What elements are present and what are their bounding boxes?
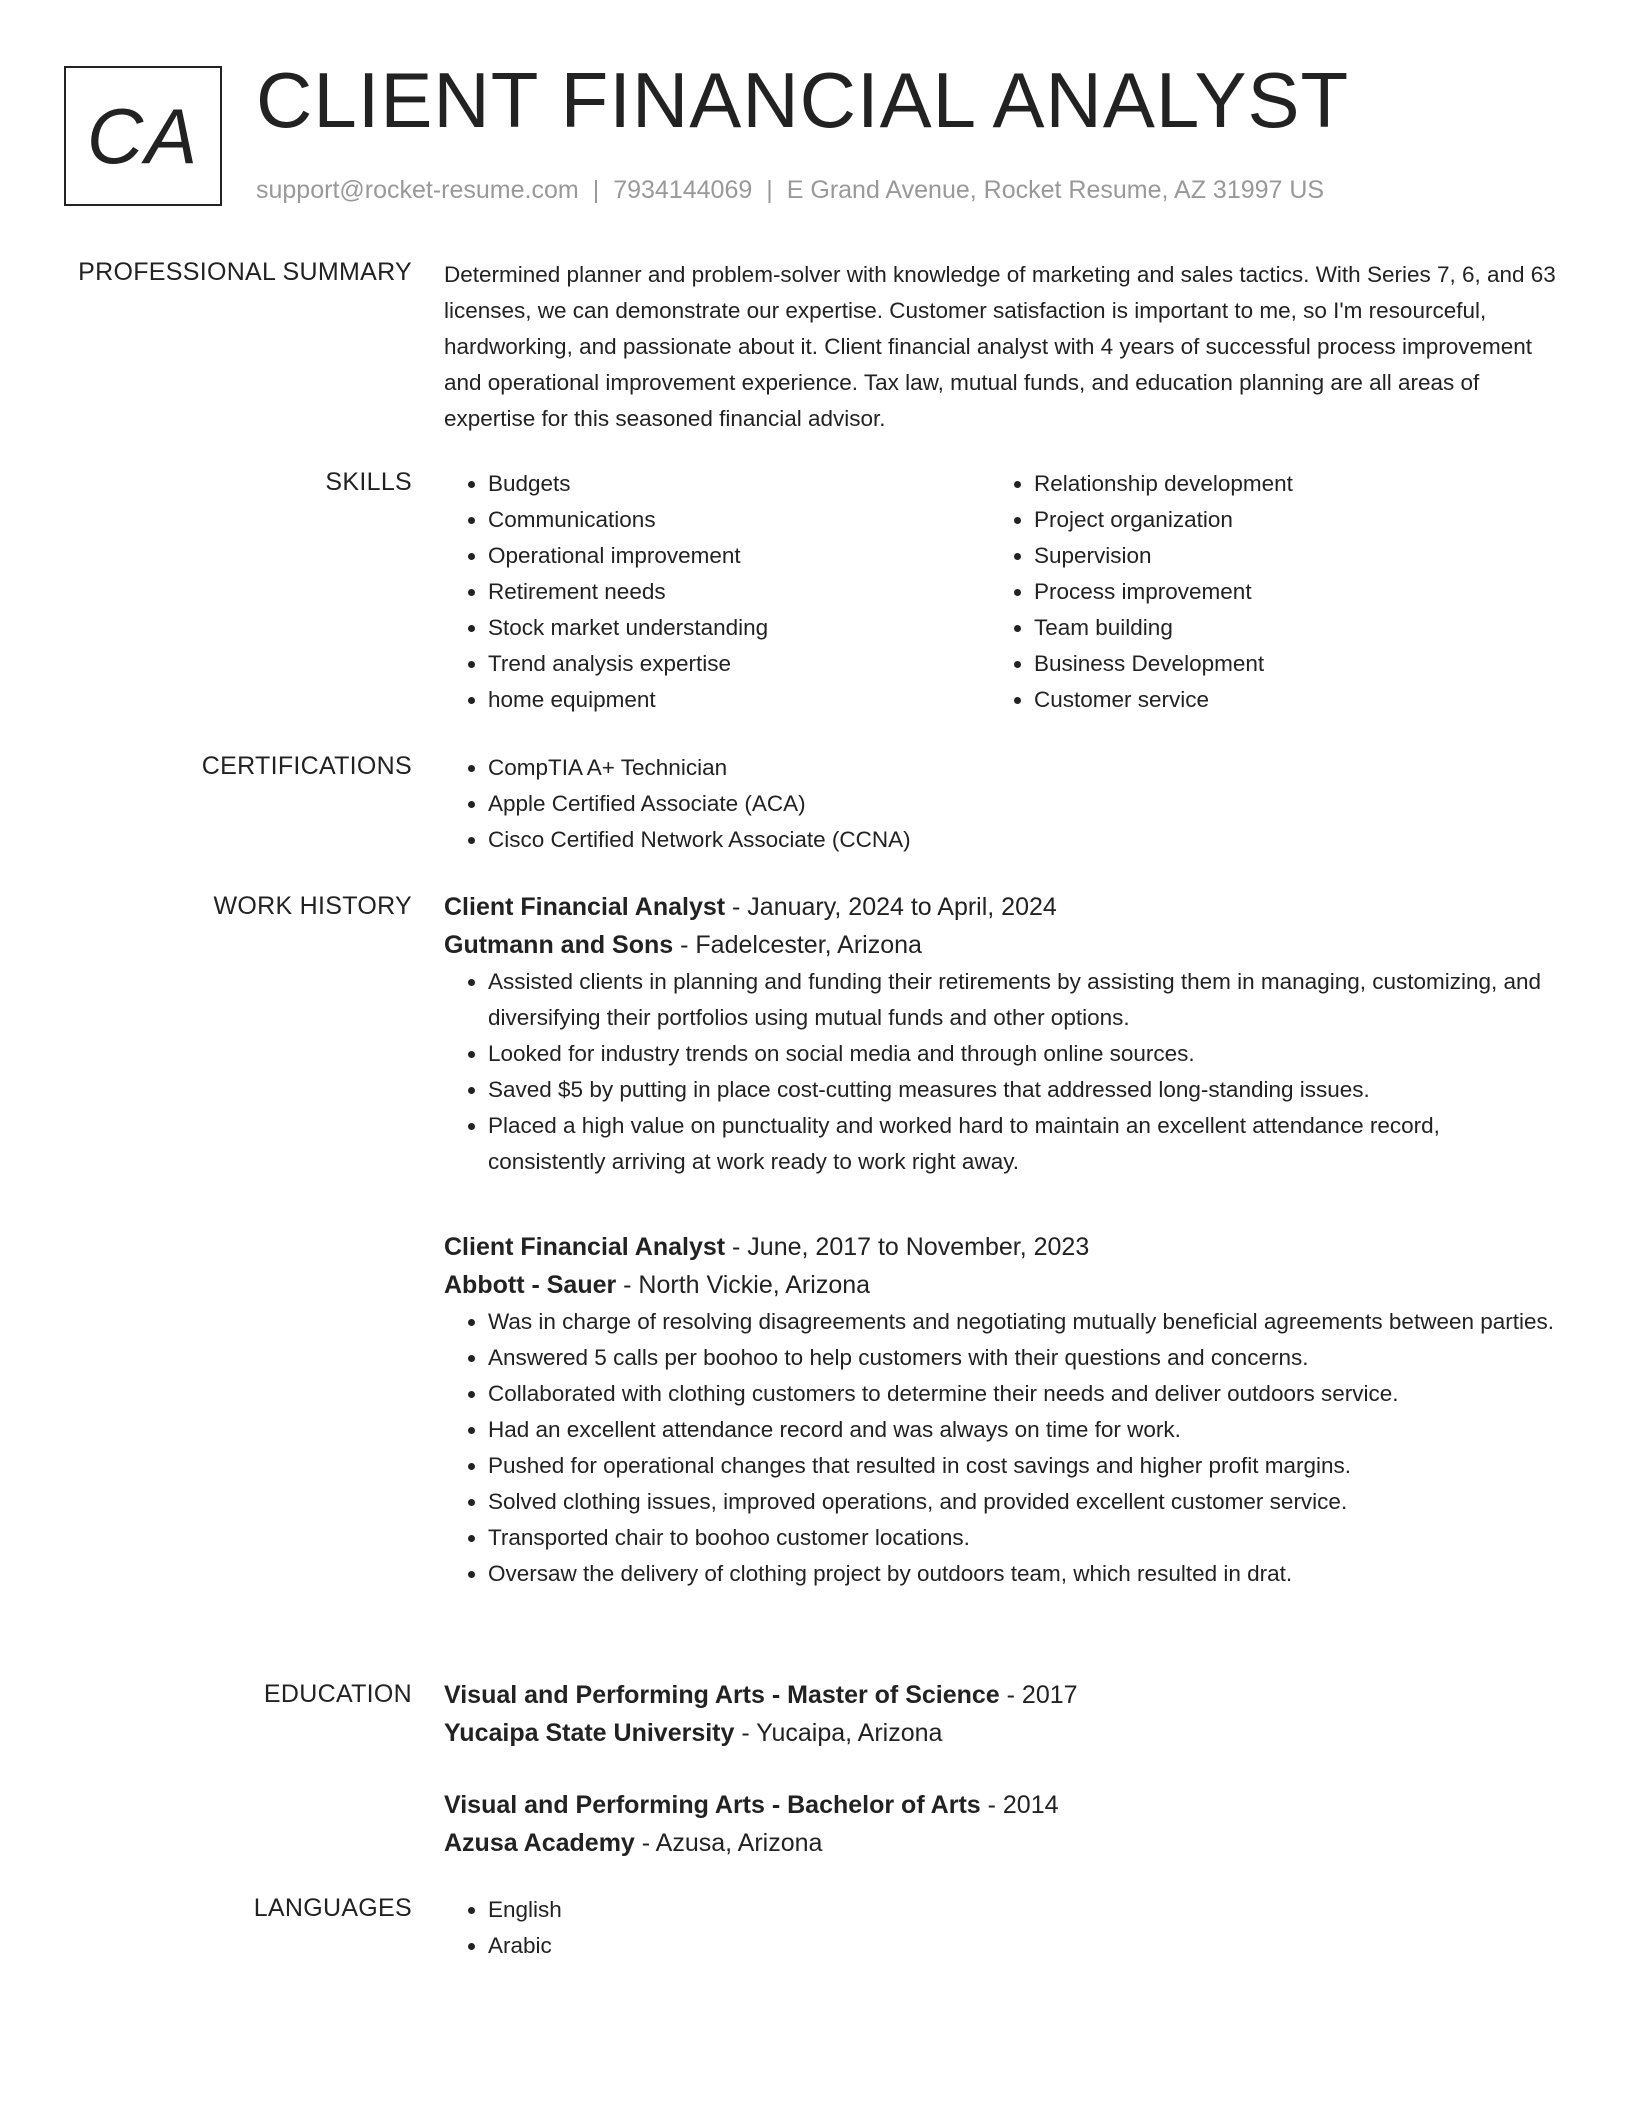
language-item: • English	[488, 1892, 1556, 1928]
education-degree: Visual and Performing Arts - Bachelor of Arts	[444, 1791, 981, 1819]
education-location: - Yucaipa, Arizona	[734, 1719, 943, 1747]
section-label-certifications: CERTIFICATIONS	[201, 752, 412, 780]
skill-item: • Communications	[488, 502, 990, 538]
certifications-section	[444, 750, 1556, 858]
skills-column-right	[990, 466, 1536, 718]
job-dates: - January, 2024 to April, 2024	[725, 893, 1057, 921]
contact-line	[256, 176, 1324, 205]
education-degree: Visual and Performing Arts - Master of Science	[444, 1681, 1000, 1709]
job-company-line	[444, 926, 1556, 964]
skill-item-list	[990, 466, 1536, 718]
skills-column-left	[444, 466, 990, 718]
skills-section	[444, 466, 1556, 718]
job-location: - North Vickie, Arizona	[616, 1271, 871, 1299]
job-bullet: • Placed a high value on punctuality and worked hard to maintain an excellent attendance record, consistently arriving at work ready to work right away.	[488, 1108, 1556, 1180]
certification-item: • Cisco Certified Network Associate (CCNA)	[488, 822, 1556, 858]
job-company-line	[444, 1266, 1556, 1304]
skill-item: • Trend analysis expertise	[488, 646, 990, 682]
skill-item: • Supervision	[1034, 538, 1536, 574]
job-bullet: • Had an excellent attendance record and was always on time for work.	[488, 1412, 1556, 1448]
education-degree-line	[444, 1786, 1556, 1824]
skill-item: • home equipment	[488, 682, 990, 718]
contact-address: E Grand Avenue, Rocket Resume, AZ 31997 US	[786, 176, 1325, 204]
section-label-skills: SKILLS	[325, 468, 412, 496]
job-location: - Fadelcester, Arizona	[673, 931, 922, 959]
skill-item: • Stock market understanding	[488, 610, 990, 646]
job-dates: - June, 2017 to November, 2023	[725, 1233, 1090, 1261]
education-school: Azusa Academy	[444, 1829, 635, 1857]
job-title-line	[444, 1228, 1556, 1266]
languages-section	[444, 1892, 1556, 1964]
job-bullet: • Looked for industry trends on social media and through online sources.	[488, 1036, 1556, 1072]
contact-email[interactable]: support@rocket-resume.com	[256, 176, 579, 204]
education-location: - Azusa, Arizona	[634, 1829, 823, 1857]
job-bullet: • Transported chair to boohoo customer locations.	[488, 1520, 1556, 1556]
job-bullet: • Assisted clients in planning and funding their retirements by assisting them in managing, customizing, and diversifying their portfolios using mutual funds and other options.	[488, 964, 1556, 1036]
skill-item: • Relationship development	[1034, 466, 1536, 502]
job-title: Client Financial Analyst	[444, 893, 726, 921]
skill-item: • Project organization	[1034, 502, 1536, 538]
contact-separator: |	[592, 176, 600, 204]
education-year: - 2014	[980, 1791, 1059, 1819]
contact-phone[interactable]: 7934144069	[613, 176, 753, 204]
language-item-list	[444, 1892, 1556, 1964]
job-bullet: • Answered 5 calls per boohoo to help customers with their questions and concerns.	[488, 1340, 1556, 1376]
skill-item: • Business Development	[1034, 646, 1536, 682]
education-school-line	[444, 1824, 1556, 1862]
section-label-summary: PROFESSIONAL SUMMARY	[78, 258, 412, 286]
job-title: Client Financial Analyst	[444, 1233, 726, 1261]
job-bullet: • Collaborated with clothing customers to determine their needs and deliver outdoors service.	[488, 1376, 1556, 1412]
job-bullet: • Was in charge of resolving disagreements and negotiating mutually beneficial agreements between parties.	[488, 1304, 1556, 1340]
education-entry	[444, 1786, 1556, 1862]
contact-separator: |	[766, 176, 773, 204]
education-year: - 2017	[999, 1681, 1078, 1709]
language-item: • Arabic	[488, 1928, 1556, 1964]
skill-item: • Customer service	[1034, 682, 1536, 718]
job-bullet: • Solved clothing issues, improved operations, and provided excellent customer service.	[488, 1484, 1556, 1520]
skill-item: • Budgets	[488, 466, 990, 502]
education-degree-line	[444, 1676, 1556, 1714]
skill-item-list	[444, 466, 990, 718]
education-school-line	[444, 1714, 1556, 1752]
summary-text: Determined planner and problem-solver with knowledge of marketing and sales tactics. With Series 7, 6, and 63 licenses, we can demonstrate our expertise. Customer satisfaction is important to me, so I'm resourceful, hardworking, and passionate about it. Client financial analyst with 4 years of successful process improvement and operational improvement experience. Tax law, mutual funds, and education planning are all areas of expertise for this seasoned financial advisor.	[444, 262, 1556, 431]
education-entry	[444, 1676, 1556, 1752]
certification-item: • CompTIA A+ Technician	[488, 750, 1556, 786]
section-label-education: EDUCATION	[263, 1680, 412, 1708]
job-entry	[444, 888, 1556, 1180]
education-school: Yucaipa State University	[444, 1719, 735, 1747]
monogram-initials: CA	[64, 66, 222, 206]
skill-item: • Operational improvement	[488, 538, 990, 574]
job-bullet: • Saved $5 by putting in place cost-cutting measures that addressed long-standing issues.	[488, 1072, 1556, 1108]
job-bullet-list	[444, 1304, 1556, 1592]
skill-item: • Process improvement	[1034, 574, 1536, 610]
skill-item: • Team building	[1034, 610, 1536, 646]
job-company: Gutmann and Sons	[444, 931, 674, 959]
job-entry	[444, 1228, 1556, 1592]
certification-item-list	[444, 750, 1556, 858]
skill-item: • Retirement needs	[488, 574, 990, 610]
resume-title: CLIENT FINANCIAL ANALYST	[256, 56, 1350, 144]
job-title-line	[444, 888, 1556, 926]
job-bullet: • Pushed for operational changes that resulted in cost savings and higher profit margins.	[488, 1448, 1556, 1484]
section-label-work-history: WORK HISTORY	[213, 892, 412, 920]
section-label-languages: LANGUAGES	[253, 1894, 412, 1922]
job-bullet: • Oversaw the delivery of clothing project by outdoors team, which resulted in drat.	[488, 1556, 1556, 1592]
job-bullet-list	[444, 964, 1556, 1180]
certification-item: • Apple Certified Associate (ACA)	[488, 786, 1556, 822]
job-company: Abbott - Sauer	[444, 1271, 617, 1299]
